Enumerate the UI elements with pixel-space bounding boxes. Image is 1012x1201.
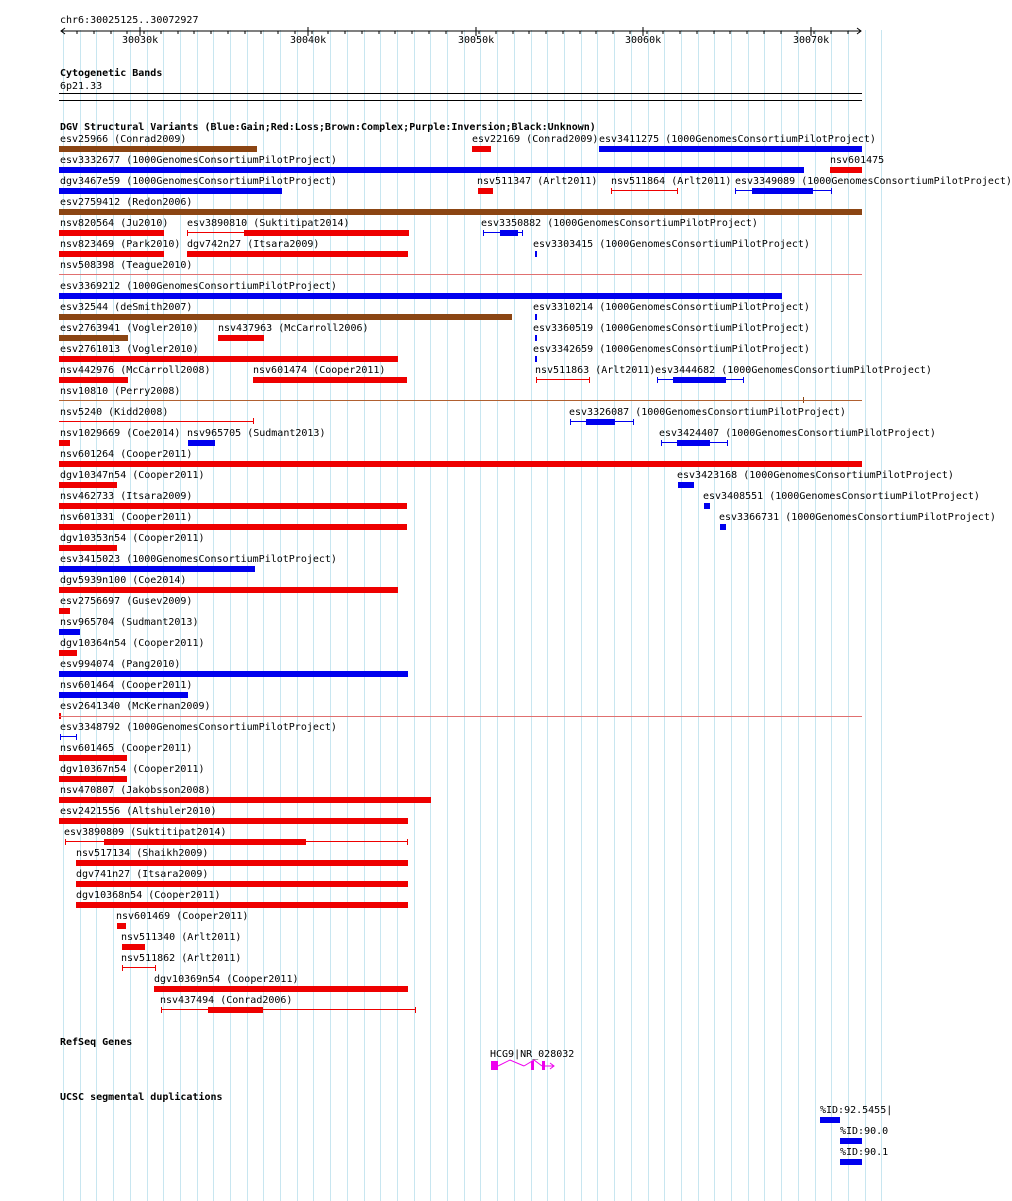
grid-line (497, 30, 498, 1201)
variant-end-tick[interactable] (735, 188, 736, 194)
variant-label[interactable]: esv3350882 (1000GenomesConsortiumPilotProject) (481, 218, 758, 229)
variant-label[interactable]: dgv10369n54 (Cooper2011) (154, 974, 299, 985)
variant-label[interactable]: esv3366731 (1000GenomesConsortiumPilotProject) (719, 512, 996, 523)
variant-label[interactable]: nsv511347 (Arlt2011) (477, 176, 598, 187)
grid-line (848, 30, 849, 1201)
variant-label[interactable]: nsv601469 (Cooper2011) (116, 911, 249, 922)
track-divider (59, 716, 862, 717)
variant-line[interactable] (59, 421, 253, 422)
variant-bar[interactable] (59, 314, 512, 320)
variant-bar[interactable] (59, 818, 408, 824)
ruler-tick-label: 30060k (625, 35, 662, 46)
variant-bar[interactable] (154, 986, 408, 992)
variant-line[interactable] (60, 736, 76, 737)
variant-label[interactable]: esv3423168 (1000GenomesConsortiumPilotProject) (677, 470, 954, 481)
grid-line (681, 30, 682, 1201)
variant-end-tick[interactable] (536, 377, 537, 383)
variant-label[interactable]: esv3411275 (1000GenomesConsortiumPilotProject) (599, 134, 876, 145)
cyto-band-label: 6p21.33 (60, 81, 103, 92)
variant-bar[interactable] (59, 650, 77, 656)
track-divider (59, 274, 862, 275)
variant-label[interactable]: esv3890810 (Suktitipat2014) (187, 218, 350, 229)
gene-exon (531, 1061, 534, 1070)
grid-line (297, 30, 298, 1201)
variant-end-tick[interactable] (657, 377, 658, 383)
variant-label[interactable]: nsv470807 (Jakobsson2008) (60, 785, 211, 796)
variant-bar[interactable] (59, 629, 80, 635)
variant-bar[interactable] (218, 335, 264, 341)
variant-label[interactable]: nsv462733 (Itsara2009) (60, 491, 193, 502)
variant-end-tick[interactable] (65, 839, 66, 845)
variant-label[interactable]: esv994074 (Pang2010) (60, 659, 181, 670)
variant-bar[interactable] (59, 755, 127, 761)
variant-end-tick[interactable] (570, 419, 571, 425)
variant-label[interactable]: esv3444682 (1000GenomesConsortiumPilotProject) (655, 365, 932, 376)
variant-label[interactable]: dgv741n27 (Itsara2009) (76, 869, 209, 880)
grid-line (714, 30, 715, 1201)
variant-bar[interactable] (188, 440, 215, 446)
grid-line (664, 30, 665, 1201)
grid-line (380, 30, 381, 1201)
variant-bar[interactable] (535, 335, 537, 341)
variant-label[interactable]: esv32544 (deSmith2007) (60, 302, 193, 313)
grid-line (430, 30, 431, 1201)
variant-bar[interactable] (586, 419, 615, 425)
grid-line (213, 30, 214, 1201)
grid-line (280, 30, 281, 1201)
variant-label[interactable]: esv2763941 (Vogler2010) (60, 323, 199, 334)
variant-label[interactable]: dgv5939n100 (Coe2014) (60, 575, 187, 586)
variant-label[interactable]: esv3349089 (1000GenomesConsortiumPilotProject) (735, 176, 1012, 187)
grid-line (798, 30, 799, 1201)
variant-label[interactable]: esv25966 (Conrad2009) (60, 134, 187, 145)
variant-label[interactable]: nsv511863 (Arlt2011) (535, 365, 656, 376)
variant-bar[interactable] (253, 377, 407, 383)
variant-bar[interactable] (122, 944, 145, 950)
variant-end-tick[interactable] (677, 188, 678, 194)
variant-label[interactable]: esv2641340 (McKernan2009) (60, 701, 211, 712)
variant-bar[interactable] (117, 923, 126, 929)
variant-bar[interactable] (59, 230, 164, 236)
ruler-tick-label: 30050k (458, 35, 495, 46)
variant-bar[interactable] (500, 230, 518, 236)
variant-line[interactable] (122, 967, 155, 968)
variant-label[interactable]: nsv601264 (Cooper2011) (60, 449, 193, 460)
variant-end-tick[interactable] (633, 419, 634, 425)
variant-end-tick[interactable] (589, 377, 590, 383)
variant-bar[interactable] (535, 251, 537, 257)
variant-end-tick[interactable] (522, 230, 523, 236)
grid-line (313, 30, 314, 1201)
gene-exon (491, 1061, 498, 1070)
variant-bar[interactable] (677, 440, 710, 446)
variant-label[interactable]: nsv601465 (Cooper2011) (60, 743, 193, 754)
variant-label[interactable]: esv3342659 (1000GenomesConsortiumPilotProject) (533, 344, 810, 355)
variant-end-tick[interactable] (155, 965, 156, 971)
grid-line (731, 30, 732, 1201)
ruler-tick-label: 30040k (290, 35, 327, 46)
variant-bar[interactable] (244, 230, 408, 236)
grid-line (564, 30, 565, 1201)
variant-label[interactable]: nsv511862 (Arlt2011) (121, 953, 242, 964)
grid-line (347, 30, 348, 1201)
cyto-band-line-1 (59, 93, 862, 94)
variant-bar[interactable] (830, 167, 862, 173)
grid-line (614, 30, 615, 1201)
grid-line (364, 30, 365, 1201)
variant-bar[interactable] (76, 881, 408, 887)
variant-end-tick[interactable] (408, 230, 409, 236)
variant-bar[interactable] (59, 146, 257, 152)
variant-label[interactable]: dgv10347n54 (Cooper2011) (60, 470, 205, 481)
variant-bar[interactable] (187, 251, 408, 257)
variant-bar[interactable] (678, 482, 694, 488)
variant-label[interactable]: esv3369212 (1000GenomesConsortiumPilotProject) (60, 281, 337, 292)
segdup-bar[interactable] (840, 1159, 862, 1165)
variant-label[interactable]: esv3360519 (1000GenomesConsortiumPilotProject) (533, 323, 810, 334)
variant-label[interactable]: esv2756697 (Gusev2009) (60, 596, 193, 607)
variant-label[interactable]: nsv517134 (Shaikh2009) (76, 848, 209, 859)
variant-label[interactable]: esv3424407 (1000GenomesConsortiumPilotProject) (659, 428, 936, 439)
grid-line (698, 30, 699, 1201)
variant-line[interactable] (536, 379, 589, 380)
variant-label[interactable]: nsv601331 (Cooper2011) (60, 512, 193, 523)
variant-label[interactable]: nsv437494 (Conrad2006) (160, 995, 293, 1006)
variant-bar[interactable] (59, 503, 407, 509)
variant-label[interactable]: dgv3467e59 (1000GenomesConsortiumPilotProject) (60, 176, 337, 187)
variant-bar[interactable] (478, 188, 493, 194)
variant-bar[interactable] (59, 440, 70, 446)
variant-end-tick[interactable] (60, 734, 61, 740)
variant-label[interactable]: esv2759412 (Redon2006) (60, 197, 193, 208)
gene-intron (498, 1060, 524, 1066)
variant-label[interactable]: esv3890809 (Suktitipat2014) (64, 827, 227, 838)
grid-line (514, 30, 515, 1201)
variant-end-tick[interactable] (727, 440, 728, 446)
variant-label[interactable]: dgv10353n54 (Cooper2011) (60, 533, 205, 544)
variant-bar[interactable] (59, 335, 128, 341)
grid-line (815, 30, 816, 1201)
variant-label[interactable]: dgv10368n54 (Cooper2011) (76, 890, 221, 901)
variant-label[interactable]: nsv5240 (Kidd2008) (60, 407, 169, 418)
grid-line (197, 30, 198, 1201)
variant-end-tick[interactable] (483, 230, 484, 236)
variant-label[interactable]: dgv742n27 (Itsara2009) (187, 239, 320, 250)
variant-bar[interactable] (59, 776, 127, 782)
variant-bar[interactable] (59, 587, 398, 593)
ruler-tick-label: 30070k (793, 35, 830, 46)
variant-end-tick[interactable] (187, 230, 188, 236)
variant-label[interactable]: nsv601474 (Cooper2011) (253, 365, 386, 376)
variant-bar[interactable] (208, 1007, 263, 1013)
locus-label: chr6:30025125..30072927 (60, 15, 199, 26)
variant-label[interactable]: esv22169 (Conrad2009) (472, 134, 599, 145)
grid-line (881, 30, 882, 1201)
grid-line (263, 30, 264, 1201)
variant-label[interactable]: nsv511864 (Arlt2011) (611, 176, 732, 187)
cyto-track-title: Cytogenetic Bands (60, 68, 163, 79)
variant-bar[interactable] (76, 860, 408, 866)
grid-line (748, 30, 749, 1201)
variant-label[interactable]: esv3326087 (1000GenomesConsortiumPilotProject) (569, 407, 846, 418)
variant-bar[interactable] (59, 356, 398, 362)
grid-line (464, 30, 465, 1201)
variant-bar[interactable] (59, 797, 431, 803)
variant-label[interactable]: nsv601464 (Cooper2011) (60, 680, 193, 691)
variant-bar[interactable] (76, 902, 408, 908)
variant-bar[interactable] (59, 608, 70, 614)
segdup-bar[interactable] (820, 1117, 840, 1123)
segdup-label[interactable]: %ID:90.0 (840, 1126, 889, 1137)
variant-end-tick[interactable] (122, 965, 123, 971)
variant-label[interactable]: nsv437963 (McCarroll2006) (218, 323, 369, 334)
variant-end-tick[interactable] (661, 440, 662, 446)
grid-line (480, 30, 481, 1201)
variant-bar[interactable] (104, 839, 306, 845)
segdup-label[interactable]: %ID:92.5455| (820, 1105, 893, 1116)
gene-label[interactable]: HCG9|NR_028032 (490, 1049, 575, 1060)
variant-label[interactable]: nsv601475 (830, 155, 885, 166)
grid-line (581, 30, 582, 1201)
variant-label[interactable]: esv3348792 (1000GenomesConsortiumPilotProject) (60, 722, 337, 733)
variant-end-tick[interactable] (743, 377, 744, 383)
grid-line (648, 30, 649, 1201)
grid-line (781, 30, 782, 1201)
variant-label[interactable]: esv3310214 (1000GenomesConsortiumPilotProject) (533, 302, 810, 313)
variant-bar[interactable] (59, 671, 408, 677)
variant-label[interactable]: nsv820564 (Ju2010) (60, 218, 169, 229)
grid-line (597, 30, 598, 1201)
variant-line[interactable] (161, 1009, 415, 1010)
variant-bar[interactable] (752, 188, 813, 194)
variant-bar[interactable] (535, 314, 537, 320)
variant-end-tick[interactable] (407, 839, 408, 845)
grid-line (230, 30, 231, 1201)
variant-bar[interactable] (720, 524, 726, 530)
grid-line (414, 30, 415, 1201)
variant-label[interactable]: nsv965705 (Sudmant2013) (187, 428, 326, 439)
variant-bar[interactable] (59, 188, 282, 194)
variant-bar[interactable] (59, 566, 255, 572)
variant-end-tick[interactable] (611, 188, 612, 194)
variant-end-tick[interactable] (76, 734, 77, 740)
variant-label[interactable]: esv3415023 (1000GenomesConsortiumPilotProject) (60, 554, 337, 565)
variant-bar[interactable] (599, 146, 862, 152)
variant-bar[interactable] (59, 167, 804, 173)
grid-line (547, 30, 548, 1201)
variant-bar[interactable] (59, 545, 117, 551)
variant-bar[interactable] (59, 524, 407, 530)
gene-hcg9-glyph[interactable] (488, 1058, 558, 1074)
variant-label[interactable]: nsv508398 (Teague2010) (60, 260, 193, 271)
variant-label[interactable]: nsv442976 (McCarroll2008) (60, 365, 211, 376)
grid-line (247, 30, 248, 1201)
grid-line (330, 30, 331, 1201)
grid-line (631, 30, 632, 1201)
variant-end-tick[interactable] (831, 188, 832, 194)
track-divider (59, 400, 862, 401)
variant-label[interactable]: nsv10810 (Perry2008) (60, 386, 181, 397)
variant-bar[interactable] (59, 692, 188, 698)
variant-bar[interactable] (673, 377, 726, 383)
variant-label[interactable]: esv3332677 (1000GenomesConsortiumPilotProject) (60, 155, 337, 166)
variant-label[interactable]: esv2761013 (Vogler2010) (60, 344, 199, 355)
variant-line[interactable] (611, 190, 677, 191)
variant-bar[interactable] (59, 377, 128, 383)
variant-bar[interactable] (535, 356, 537, 362)
variant-label[interactable]: dgv10367n54 (Cooper2011) (60, 764, 205, 775)
segdup-bar[interactable] (840, 1138, 862, 1144)
dgv-track-title: DGV Structural Variants (Blue:Gain;Red:Loss;Brown:Complex;Purple:Inversion;Black:Unknown) (60, 122, 596, 133)
grid-line (831, 30, 832, 1201)
grid-line (531, 30, 532, 1201)
variant-end-tick[interactable] (415, 1007, 416, 1013)
variant-bar[interactable] (59, 251, 164, 257)
variant-end-tick[interactable] (253, 418, 254, 424)
refseq-track-title: RefSeq Genes (60, 1037, 133, 1048)
variant-bar[interactable] (59, 482, 117, 488)
variant-label[interactable]: nsv1029669 (Coe2014) (60, 428, 181, 439)
variant-label[interactable]: esv2421556 (Altshuler2010) (60, 806, 217, 817)
variant-label[interactable]: nsv511340 (Arlt2011) (121, 932, 242, 943)
variant-label[interactable]: nsv965704 (Sudmant2013) (60, 617, 199, 628)
variant-label[interactable]: dgv10364n54 (Cooper2011) (60, 638, 205, 649)
variant-bar[interactable] (704, 503, 710, 509)
variant-end-tick[interactable] (161, 1007, 162, 1013)
grid-line (865, 30, 866, 1201)
grid-line (764, 30, 765, 1201)
variant-bar[interactable] (59, 293, 782, 299)
segdup-label[interactable]: %ID:90.1 (840, 1147, 889, 1158)
variant-bar[interactable] (472, 146, 491, 152)
variant-label[interactable]: esv3303415 (1000GenomesConsortiumPilotProject) (533, 239, 810, 250)
variant-bar[interactable] (59, 461, 862, 467)
cyto-band-line-2 (59, 100, 862, 101)
gene-exon (542, 1061, 545, 1070)
segdup-track-title: UCSC segmental duplications (60, 1092, 223, 1103)
grid-line (447, 30, 448, 1201)
variant-label[interactable]: esv3408551 (1000GenomesConsortiumPilotProject) (703, 491, 980, 502)
grid-line (397, 30, 398, 1201)
ruler-tick-label: 30030k (122, 35, 159, 46)
variant-label[interactable]: nsv823469 (Park2010) (60, 239, 181, 250)
variant-bar[interactable] (59, 209, 862, 215)
